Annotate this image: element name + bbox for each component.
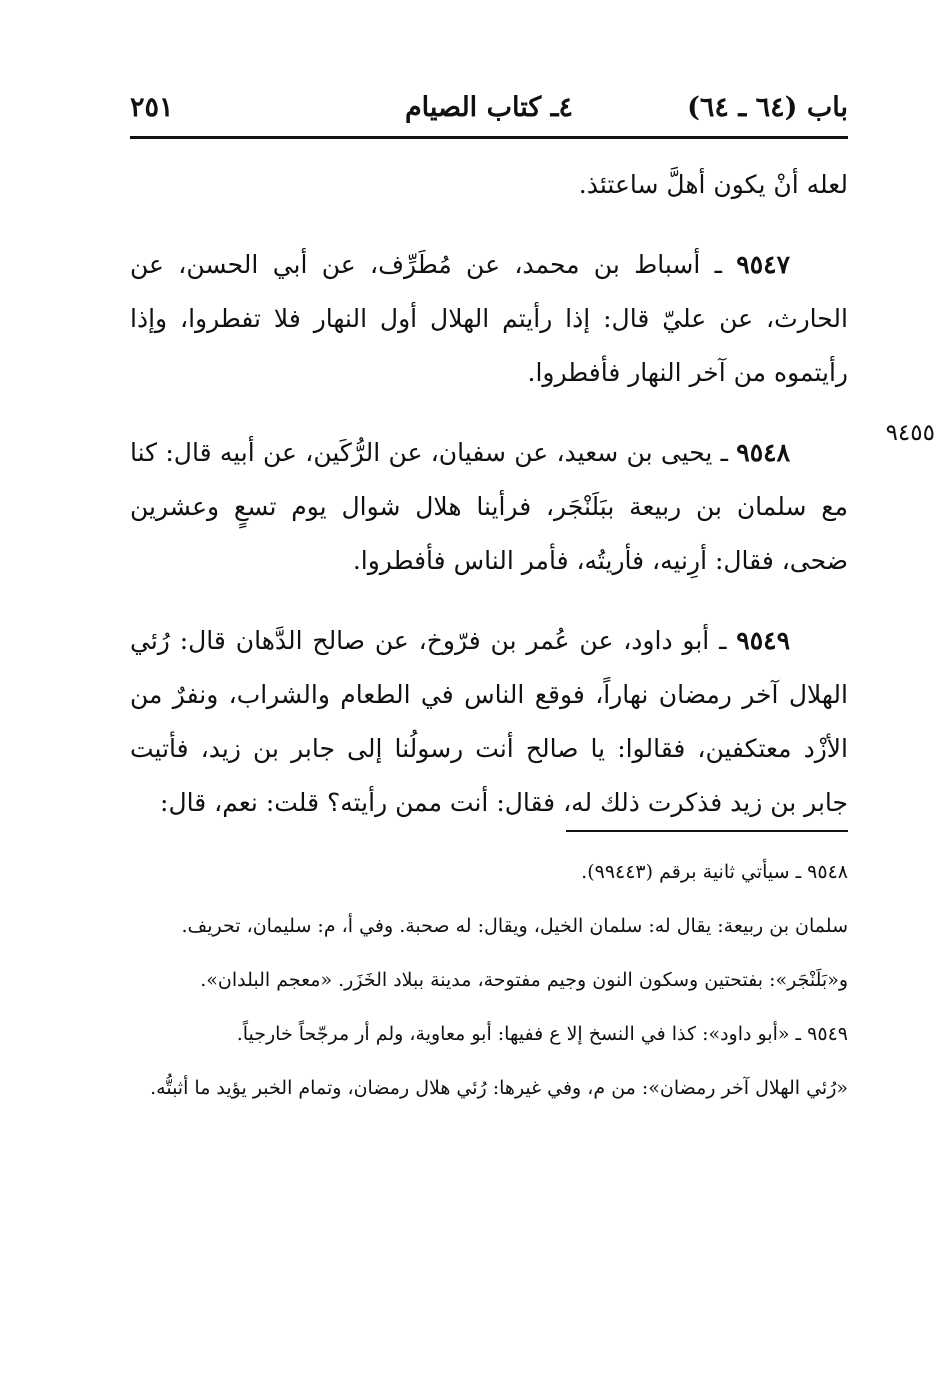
footnote: ٩٥٤٩ ـ «أبو داود»: كذا في النسخ إلا ع ففيها: أبو معاوية، ولم أر مرجّحاً خارجياً. [236,1023,848,1045]
hadith-9548 [130,426,848,588]
hadith-text: ـ أبو داود، عن عُمر بن فرّوخ، عن صالح الدَّهان قال: رُئي الهلال آخر رمضان نهاراً، فوقع الناس في الطعام والشراب، ونفرٌ من الأزْد معتكفين، فقالوا: يا صالح أنت رسولُنا إلى جابر بن زيد، فأتيت جابر بن زيد فذكرت ذلك له، فقال: أنت ممن رأيته؟ قلت: نعم، قال: [130,626,848,817]
hadith-number: ٩٥٤٨ [736,438,790,467]
page-header [130,88,848,134]
footnote: و«بَلَنْجَر»: بفتحتين وسكون النون وجيم مفتوحة، مدينة ببلاد الخَزَر. «معجم البلدان». [200,969,848,991]
page-number: ٢٥١ [130,92,174,123]
footnote: ٩٥٤٨ ـ سيأتي ثانية برقم (٩٩٤٤٣). [581,861,848,883]
header-rule [130,136,848,139]
margin-number: ٩٤٥٥ [885,420,935,446]
hadith-number: ٩٥٤٧ [736,250,790,279]
book-title: ٤ـ كتاب الصيام [404,92,574,123]
chapter-reference: باب (٦٤ ـ ٦٤) [687,92,848,123]
footnote: «رُئي الهلال آخر رمضان»: من م، وفي غيرها: رُئي هلال رمضان، وتمام الخبر يؤيد ما أثبتُّه. [150,1077,848,1099]
hadith-number: ٩٥٤٩ [736,626,790,655]
main-text [130,158,848,856]
footnote: سلمان بن ربيعة: يقال له: سلمان الخيل، ويقال: له صحبة. وفي أ، م: سليمان، تحريف. [181,915,848,937]
hadith-9547 [130,238,848,400]
footnote-separator [566,830,848,832]
hadith-9549 [130,614,848,830]
hadith-text: ـ أسباط بن محمد، عن مُطَرِّف، عن أبي الحسن، عن الحارث، عن عليّ قال: إذا رأيتم الهلال أول النهار فلا تفطروا، وإذا رأيتموه من آخر النهار فأفطروا. [130,250,848,387]
hadith-text: ـ يحيى بن سعيد، عن سفيان، عن الرُّكَين، عن أبيه قال: كنا مع سلمان بن ربيعة ببَلَنْجَر، فرأينا هلال شوال يوم تسعٍ وعشرين ضحى، فقال: أرِنيه، فأريتُه، فأمر الناس فأفطروا. [130,438,848,575]
intro-line: لعله أنْ يكون أهلَّ ساعتئذ. [578,170,848,199]
footnotes [130,852,848,1122]
